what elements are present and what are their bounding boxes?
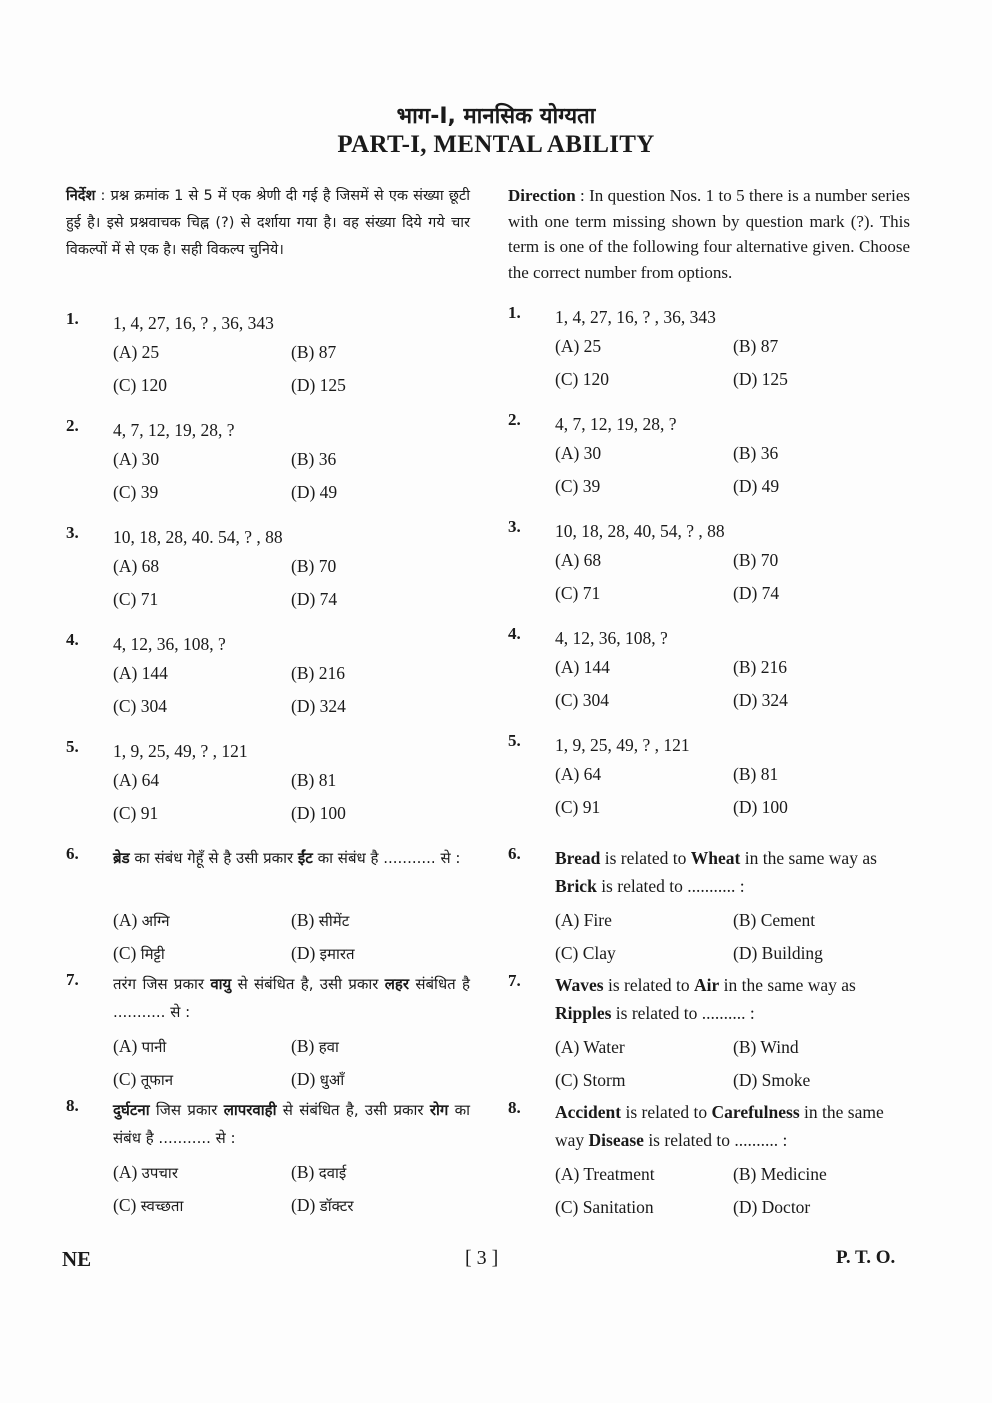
- option-b: [291, 1036, 339, 1057]
- keyword: Brick: [555, 876, 597, 896]
- option-d: (D) 125: [733, 369, 788, 389]
- text-fragment: is related to .......... :: [643, 1130, 788, 1150]
- question-number: 2.: [508, 410, 521, 429]
- direction-hindi: [66, 183, 470, 264]
- keyword: Air: [694, 975, 720, 995]
- english-column: [508, 183, 910, 1217]
- option-c: (C) 120: [113, 375, 167, 395]
- text-fragment: is related to: [603, 975, 695, 995]
- question-number: 4.: [66, 630, 79, 649]
- option-letter: (C): [113, 1069, 141, 1089]
- option-d: (D) 49: [291, 482, 338, 502]
- option-a: (A) 64: [555, 764, 602, 784]
- question-number: 5.: [66, 737, 79, 756]
- option-c: (C) 91: [113, 803, 159, 823]
- option-a: (A) 64: [113, 770, 160, 790]
- option-a: (A) 30: [113, 449, 160, 469]
- question-number: 8.: [66, 1096, 79, 1115]
- question-text: [555, 971, 910, 1027]
- option-c: (C) Clay: [555, 943, 616, 963]
- question-number: 5.: [508, 731, 521, 750]
- option-text: तूफान: [140, 1071, 174, 1089]
- question-text: 1, 9, 25, 49, ? , 121: [113, 741, 248, 761]
- option-c: (C) 91: [555, 797, 601, 817]
- question-text: [113, 844, 470, 872]
- keyword: Carefulness: [711, 1102, 800, 1122]
- direction-text: : In question Nos. 1 to 5 there is a number series with one term missing shown by question mark (?). This term is one of the following four alternative given. Choose the correct number from options.: [508, 186, 910, 282]
- keyword: वायु: [210, 975, 232, 993]
- question-text: 4, 7, 12, 19, 28, ?: [555, 414, 677, 434]
- text-fragment: से संबंधित है, उसी प्रकार: [231, 975, 385, 993]
- text-fragment: जिस प्रकार: [149, 1101, 224, 1119]
- option-letter: (D): [291, 1195, 320, 1215]
- question-text: [113, 1096, 470, 1152]
- text-fragment: का संबंध है ........... से :: [113, 1101, 470, 1147]
- option-c: (C) Sanitation: [555, 1197, 654, 1217]
- option-text: हवा: [318, 1038, 339, 1056]
- option-a: (A) 144: [555, 657, 610, 677]
- option-b: (B) 36: [291, 449, 337, 469]
- option-c: [113, 1195, 183, 1216]
- option-text: डॉक्टर: [319, 1197, 354, 1215]
- option-letter: (A): [113, 1162, 142, 1182]
- option-letter: (C): [113, 1195, 141, 1215]
- option-d: (D) Smoke: [733, 1070, 811, 1090]
- option-b: [291, 910, 349, 931]
- option-text: उपचार: [141, 1164, 178, 1182]
- option-c: (C) 120: [555, 369, 609, 389]
- question-number: 2.: [66, 416, 79, 435]
- page-number: [ 3 ]: [465, 1247, 499, 1269]
- keyword: Accident: [555, 1102, 622, 1122]
- option-b: (B) Cement: [733, 910, 816, 930]
- option-text: सीमेंट: [318, 912, 350, 930]
- text-fragment: is related to: [600, 848, 691, 868]
- question-text: 4, 12, 36, 108, ?: [555, 628, 668, 648]
- option-c: (C) 39: [113, 482, 159, 502]
- option-a: (A) 25: [113, 342, 160, 362]
- option-d: [291, 1069, 344, 1090]
- keyword: रोग: [429, 1101, 449, 1119]
- keyword: लापरवाही: [223, 1101, 277, 1119]
- text-fragment: का संबंध है ........... से :: [312, 849, 461, 867]
- direction-english: [508, 183, 910, 285]
- paper-code: NE: [62, 1247, 92, 1271]
- option-d: [291, 943, 355, 964]
- direction-text: : प्रश्न क्रमांक 1 से 5 में एक श्रेणी दी गई है जिसमें से एक संख्या छूटी हुई है। इसे प्रश्नवाचक चिह्न (?) से दर्शाया गया है। वह संख्या दिये गये चार विकल्पों में से एक है। सही विकल्प चुनिये।: [66, 188, 470, 258]
- question-number: 3.: [508, 517, 521, 536]
- please-turn-over: P. T. O.: [836, 1247, 896, 1268]
- option-d: (D) 125: [291, 375, 346, 395]
- option-d: (D) 100: [733, 797, 788, 817]
- keyword: Waves: [555, 975, 604, 995]
- question-text: 10, 18, 28, 40. 54, ? , 88: [113, 527, 283, 547]
- text-fragment: is related to .......... :: [611, 1003, 755, 1023]
- keyword: Wheat: [690, 848, 741, 868]
- option-letter: (B): [291, 1162, 319, 1182]
- section-title-hindi: भाग-I, मानसिक योग्यता: [396, 104, 596, 129]
- option-text: धुआँ: [319, 1071, 345, 1089]
- question-number: 8.: [508, 1098, 521, 1117]
- question-text: 1, 4, 27, 16, ? , 36, 343: [113, 313, 274, 333]
- option-b: (B) 81: [733, 764, 779, 784]
- option-letter: (D): [291, 1069, 320, 1089]
- question-text: 4, 12, 36, 108, ?: [113, 634, 226, 654]
- keyword: Disease: [588, 1130, 644, 1150]
- option-d: [291, 1195, 353, 1216]
- option-letter: (A): [113, 1036, 142, 1056]
- text-fragment: से संबंधित है, उसी प्रकार: [276, 1101, 430, 1119]
- text-fragment: का संबंध गेहूँ से है उसी प्रकार: [129, 849, 298, 867]
- option-a: (A) 68: [555, 550, 602, 570]
- keyword: Bread: [555, 848, 601, 868]
- option-a: (A) 25: [555, 336, 602, 356]
- question-number: 4.: [508, 624, 521, 643]
- option-text: अग्नि: [141, 912, 170, 930]
- option-d: (D) 100: [291, 803, 346, 823]
- option-c: (C) 304: [113, 696, 167, 716]
- question-number: 3.: [66, 523, 79, 542]
- option-letter: (B): [291, 910, 319, 930]
- option-text: स्वच्छता: [140, 1197, 184, 1215]
- question-number: 7.: [508, 971, 521, 990]
- option-b: (B) 36: [733, 443, 779, 463]
- option-text: दवाई: [318, 1164, 347, 1182]
- option-d: (D) Building: [733, 943, 823, 963]
- option-letter: (B): [291, 1036, 319, 1056]
- option-c: (C) 71: [113, 589, 159, 609]
- option-c: [113, 943, 165, 964]
- keyword: ईंट: [297, 849, 313, 867]
- keyword: ब्रेड: [113, 849, 130, 867]
- option-b: (B) 87: [291, 342, 337, 362]
- option-c: [113, 1069, 173, 1090]
- option-b: (B) 87: [733, 336, 779, 356]
- text-fragment: is related to ........... :: [596, 876, 745, 896]
- option-text: पानी: [141, 1038, 167, 1056]
- question-number: 7.: [66, 970, 79, 989]
- option-d: (D) 49: [733, 476, 780, 496]
- direction-label: Direction: [508, 186, 576, 205]
- option-a: (A) Fire: [555, 910, 612, 930]
- text-fragment: in the same way: [555, 1102, 884, 1150]
- question-number: 1.: [66, 309, 79, 328]
- option-b: (B) Medicine: [733, 1164, 827, 1184]
- section-title-english: PART-I, MENTAL ABILITY: [337, 131, 655, 158]
- option-b: (B) 70: [733, 550, 779, 570]
- option-d: (D) Doctor: [733, 1197, 811, 1217]
- option-d: (D) 324: [291, 696, 346, 716]
- option-b: (B) Wind: [733, 1037, 799, 1057]
- option-a: (A) 68: [113, 556, 160, 576]
- option-a: (A) 144: [113, 663, 168, 683]
- option-text: मिट्टी: [140, 945, 165, 963]
- option-text: इमारत: [319, 945, 355, 963]
- option-d: (D) 74: [733, 583, 780, 603]
- text-fragment: is related to: [621, 1102, 712, 1122]
- hindi-column: [66, 183, 471, 1215]
- option-b: [291, 1162, 346, 1183]
- text-fragment: संबंधित है ........... से :: [113, 975, 471, 1021]
- option-c: (C) 71: [555, 583, 601, 603]
- option-a: (A) 30: [555, 443, 602, 463]
- question-text: [555, 1098, 910, 1154]
- option-b: (B) 216: [291, 663, 345, 683]
- text-fragment: तरंग जिस प्रकार: [113, 975, 211, 993]
- option-letter: (C): [113, 943, 141, 963]
- option-a: [113, 1162, 178, 1183]
- option-letter: (D): [291, 943, 320, 963]
- option-a: [113, 910, 170, 931]
- option-a: (A) Treatment: [555, 1164, 655, 1184]
- question-text: 10, 18, 28, 40, 54, ? , 88: [555, 521, 725, 541]
- option-a: (A) Water: [555, 1037, 625, 1057]
- option-b: (B) 81: [291, 770, 337, 790]
- option-d: (D) 324: [733, 690, 788, 710]
- question-text: 1, 4, 27, 16, ? , 36, 343: [555, 307, 716, 327]
- option-a: [113, 1036, 166, 1057]
- keyword: लहर: [384, 975, 410, 993]
- question-number: 1.: [508, 303, 521, 322]
- question-text: [113, 970, 470, 1026]
- question-number: 6.: [508, 844, 521, 863]
- keyword: Ripples: [555, 1003, 612, 1023]
- keyword: दुर्घटना: [113, 1101, 150, 1119]
- question-text: 4, 7, 12, 19, 28, ?: [113, 420, 235, 440]
- option-b: (B) 70: [291, 556, 337, 576]
- option-d: (D) 74: [291, 589, 338, 609]
- direction-label: निर्देश: [66, 188, 96, 204]
- option-c: (C) 304: [555, 690, 609, 710]
- text-fragment: in the same way as: [719, 975, 856, 995]
- option-c: (C) 39: [555, 476, 601, 496]
- question-number: 6.: [66, 844, 79, 863]
- option-b: (B) 216: [733, 657, 787, 677]
- option-c: (C) Storm: [555, 1070, 626, 1090]
- option-letter: (A): [113, 910, 142, 930]
- question-text: [555, 844, 910, 900]
- question-text: 1, 9, 25, 49, ? , 121: [555, 735, 690, 755]
- text-fragment: in the same way as: [740, 848, 877, 868]
